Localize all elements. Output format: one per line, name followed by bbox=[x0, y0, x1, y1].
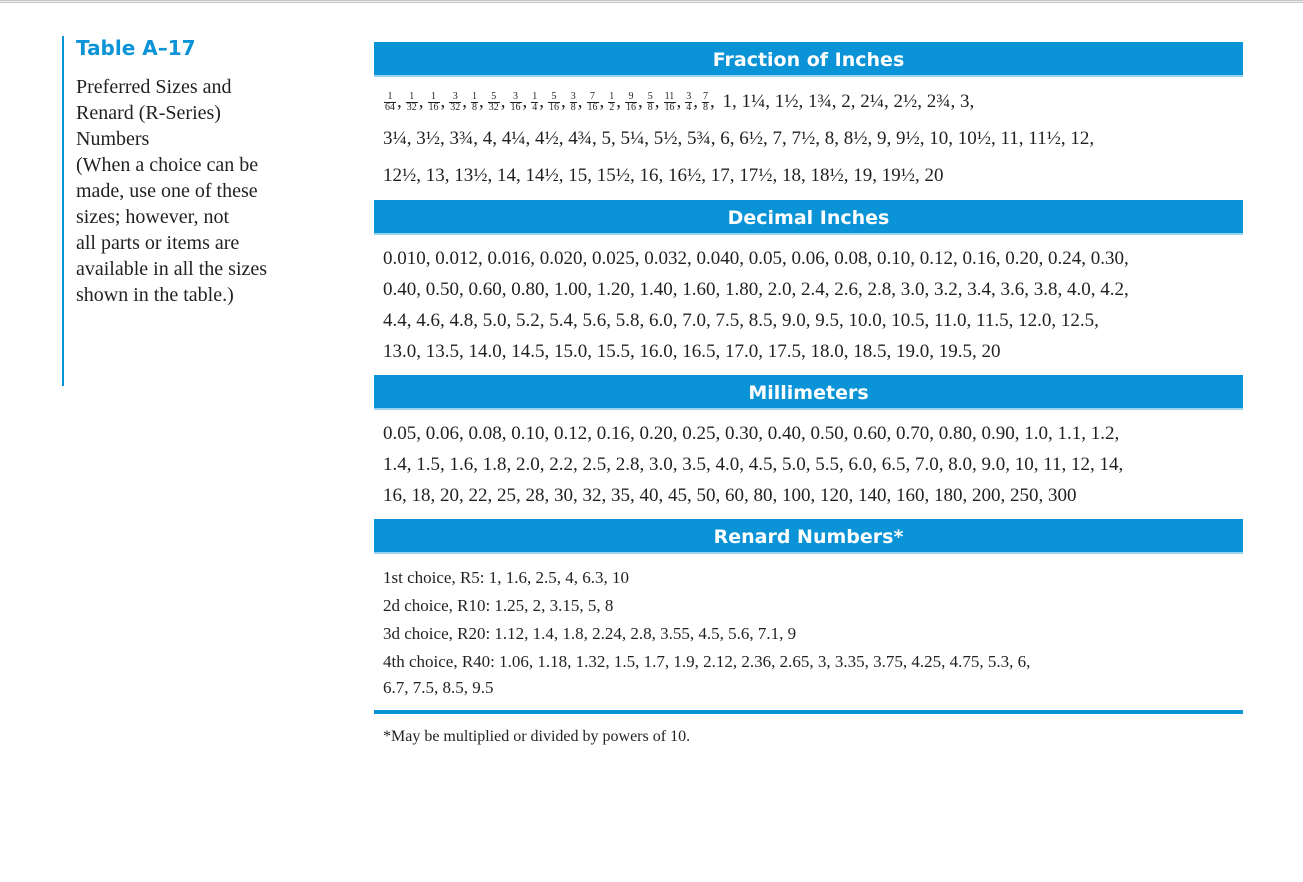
caption-line: Renard (R-Series) bbox=[76, 102, 221, 124]
fraction-value: $\frac{1}{64}$ bbox=[385, 91, 395, 114]
fraction-value: $\frac{3}{32}$ bbox=[450, 91, 461, 114]
decimal-inches-heading: Decimal Inches bbox=[374, 200, 1243, 235]
fraction-inches-body bbox=[374, 77, 1243, 200]
decimal-inches-body bbox=[374, 235, 1243, 375]
fraction-value: $\frac{7}{8}$ bbox=[703, 91, 708, 114]
caption-line: sizes; however, not bbox=[76, 206, 230, 228]
renard-row: 6.7, 7.5, 8.5, 9.5 bbox=[383, 678, 494, 697]
top-rule bbox=[0, 0, 1303, 3]
caption-line: all parts or items are bbox=[76, 232, 240, 254]
fraction-value: $\frac{9}{16}$ bbox=[626, 91, 636, 114]
caption-line: Preferred Sizes and bbox=[76, 76, 232, 98]
caption-line: available in all the sizes bbox=[76, 258, 268, 280]
fraction-row: $\frac{1}{64}$ , $\frac{1}{32}$ , $\frac{1}{16}$ , $\frac{3}{32}$ , $\frac{1}{8}$ , $\frac{5}{32}$ , $\frac{3}{16}$ , $\frac{1}{4}$ , $\frac{5}{16}$ , $\frac{3}{8}$ , $\frac{7}{16}$ , $\frac{1}{2}$ , $\frac{9}{16}$ , $\frac{5}{8}$ , $\frac{11}{16}$ , $\frac{3}{4}$ , $\frac{7}{8}$ , 1, 1¼, 1½, 1¾, 2, 2¼, 2½, 2¾, 3, bbox=[385, 91, 975, 114]
fraction-value: $\frac{5}{16}$ bbox=[549, 91, 559, 114]
fraction-value: $\frac{1}{32}$ bbox=[406, 91, 417, 114]
decimal-row: 4.4, 4.6, 4.8, 5.0, 5.2, 5.4, 5.6, 5.8, 6.0, 7.0, 7.5, 8.5, 9.0, 9.5, 10.0, 10.5, 11.0, 11.5, 12.0, 12.5, bbox=[383, 310, 1099, 331]
fraction-value: $\frac{11}{16}$ bbox=[664, 91, 675, 114]
millimeters-heading: Millimeters bbox=[374, 375, 1243, 410]
fraction-value: $\frac{1}{4}$ bbox=[532, 91, 538, 114]
fraction-row: 3¼, 3½, 3¾, 4, 4¼, 4½, 4¾, 5, 5¼, 5½, 5¾, 6, 6½, 7, 7½, 8, 8½, 9, 9½, 10, 10½, 11, 11½, 12, bbox=[383, 128, 1095, 149]
fraction-value: $\frac{3}{8}$ bbox=[570, 91, 576, 114]
decimal-row: 13.0, 13.5, 14.0, 14.5, 15.0, 15.5, 16.0, 16.5, 17.0, 17.5, 18.0, 18.5, 19.0, 19.5, 20 bbox=[383, 341, 1001, 362]
fraction-value: $\frac{1}{2}$ bbox=[609, 91, 615, 114]
table-title: Table A–17 bbox=[76, 36, 196, 60]
caption-line: (When a choice can be bbox=[76, 154, 259, 176]
millimeter-row: 1.4, 1.5, 1.6, 1.8, 2.0, 2.2, 2.5, 2.8, 3.0, 3.5, 4.0, 4.5, 5.0, 5.5, 6.0, 6.5, 7.0, 8.0, 9.0, 10, 11, 12, 14, bbox=[383, 454, 1124, 475]
fraction-value: $\frac{1}{8}$ bbox=[472, 91, 477, 114]
renard-row: 3d choice, R20: 1.12, 1.4, 1.8, 2.24, 2.8, 3.55, 4.5, 5.6, 7.1, 9 bbox=[383, 624, 797, 643]
preferred-sizes-table bbox=[374, 42, 1243, 746]
caption-line: shown in the table.) bbox=[76, 284, 234, 306]
fraction-value: $\frac{5}{32}$ bbox=[488, 91, 499, 114]
fraction-value: $\frac{3}{4}$ bbox=[686, 91, 692, 114]
decimal-row: 0.40, 0.50, 0.60, 0.80, 1.00, 1.20, 1.40, 1.60, 1.80, 2.0, 2.4, 2.6, 2.8, 3.0, 3.2, 3.4, 3.6, 3.8, 4.0, 4.2, bbox=[383, 279, 1129, 300]
bottom-rule bbox=[374, 710, 1243, 714]
fraction-tail: 1, 1¼, 1½, 1¾, 2, 2¼, 2½, 2¾, 3, bbox=[717, 91, 975, 112]
decimal-row: 0.010, 0.012, 0.016, 0.020, 0.025, 0.032, 0.040, 0.05, 0.06, 0.08, 0.10, 0.12, 0.16, 0.20, 0.24, 0.30, bbox=[383, 248, 1129, 269]
fraction-value: $\frac{3}{16}$ bbox=[510, 91, 521, 114]
renard-row: 4th choice, R40: 1.06, 1.18, 1.32, 1.5, 1.7, 1.9, 2.12, 2.36, 2.65, 3, 3.35, 3.75, 4.25, 4.75, 5.3, 6, bbox=[383, 652, 1031, 671]
millimeter-row: 0.05, 0.06, 0.08, 0.10, 0.12, 0.16, 0.20, 0.25, 0.30, 0.40, 0.50, 0.60, 0.70, 0.80, 0.90, 1.0, 1.1, 1.2, bbox=[383, 423, 1120, 444]
table-caption bbox=[62, 36, 324, 386]
renard-numbers-heading: Renard Numbers* bbox=[374, 519, 1243, 554]
footnote: *May be multiplied or divided by powers of 10. bbox=[383, 728, 691, 745]
renard-numbers-body bbox=[374, 554, 1243, 708]
caption-line: Numbers bbox=[76, 128, 150, 150]
fraction-value: $\frac{7}{16}$ bbox=[587, 91, 598, 114]
millimeter-row: 16, 18, 20, 22, 25, 28, 30, 32, 35, 40, 45, 50, 60, 80, 100, 120, 140, 160, 180, 200, 250, 300 bbox=[383, 485, 1077, 506]
fraction-value: $\frac{1}{16}$ bbox=[428, 91, 439, 114]
caption-line: made, use one of these bbox=[76, 180, 258, 202]
renard-row: 2d choice, R10: 1.25, 2, 3.15, 5, 8 bbox=[383, 596, 614, 615]
renard-row: 1st choice, R5: 1, 1.6, 2.5, 4, 6.3, 10 bbox=[383, 568, 630, 587]
fraction-row: 12½, 13, 13½, 14, 14½, 15, 15½, 16, 16½, 17, 17½, 18, 18½, 19, 19½, 20 bbox=[383, 165, 944, 186]
millimeters-body bbox=[374, 410, 1243, 519]
fraction-value: $\frac{5}{8}$ bbox=[647, 91, 653, 114]
fraction-inches-heading: Fraction of Inches bbox=[374, 42, 1243, 77]
